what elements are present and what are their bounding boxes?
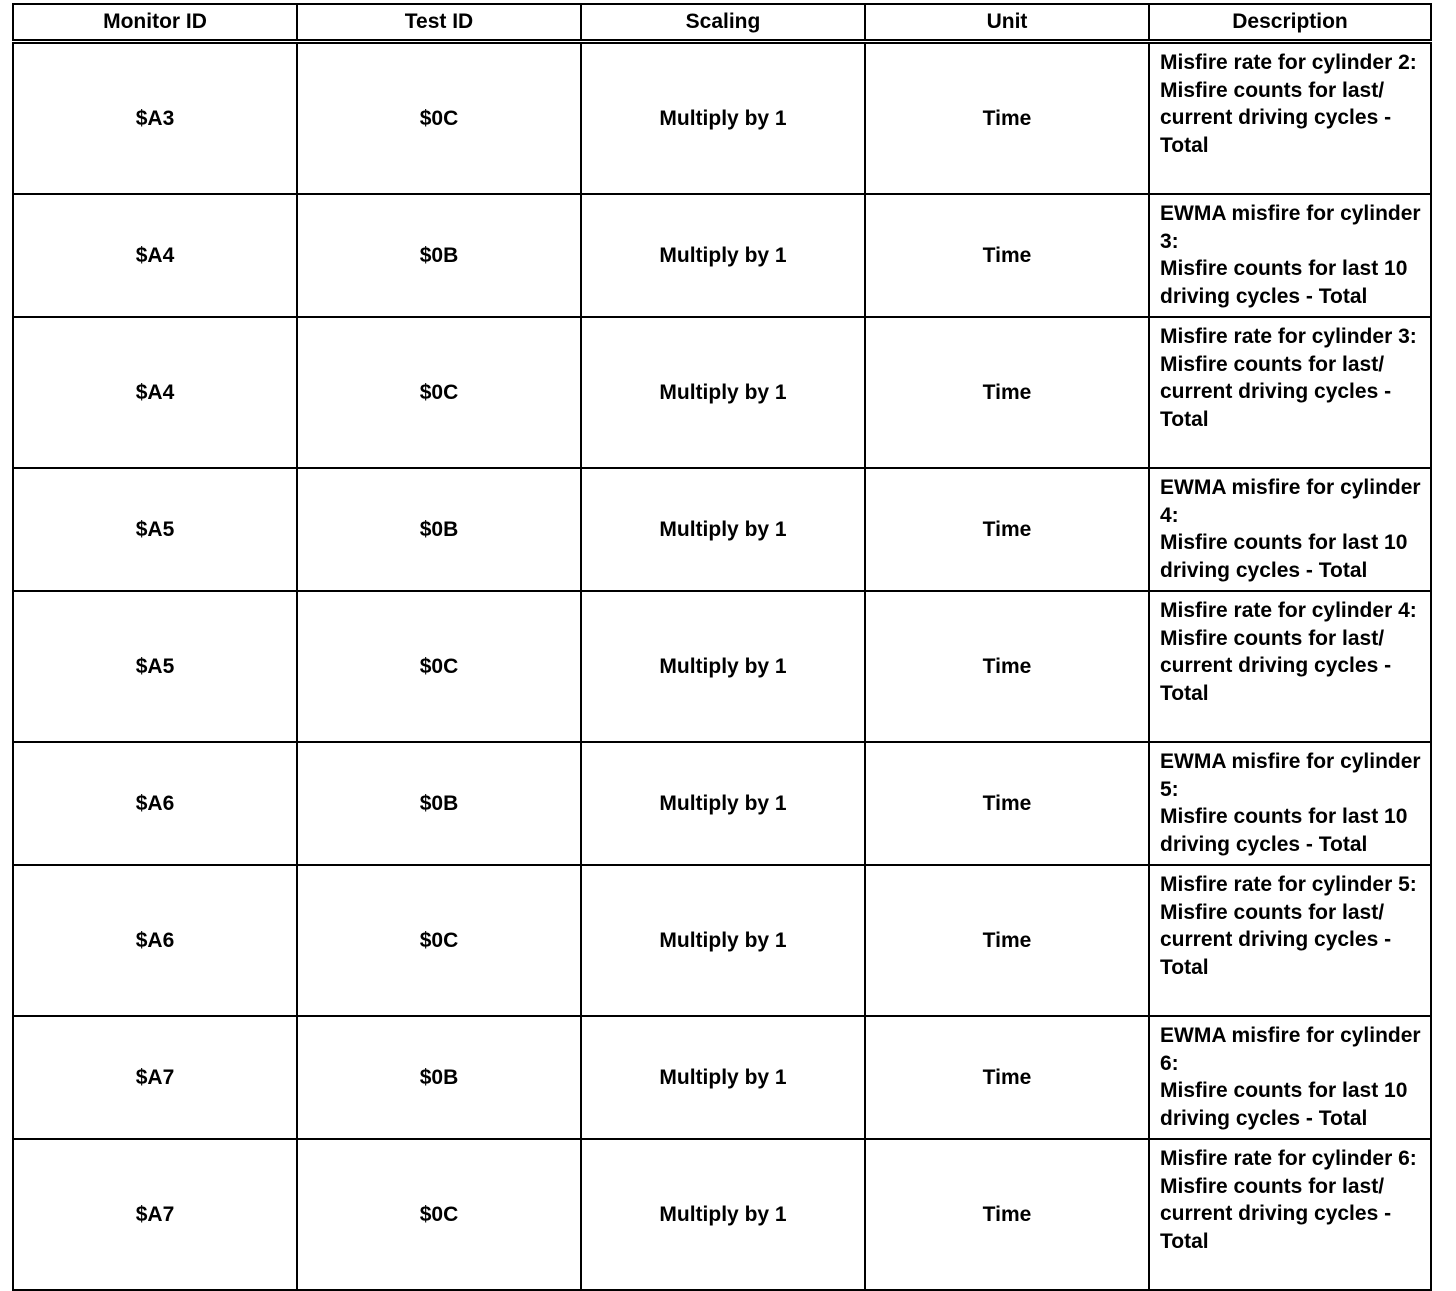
table-row — [13, 591, 1431, 742]
description-title: Misfire rate for cylinder 2: — [1160, 51, 1417, 74]
table-row — [13, 1139, 1431, 1290]
monitor-id-cell: $A5 — [13, 468, 297, 591]
description-detail: Misfire counts for last 10 driving cycles - Total — [1160, 257, 1408, 308]
description-cell — [1149, 591, 1431, 742]
description-title: Misfire rate for cylinder 5: — [1160, 873, 1417, 896]
scaling-cell: Multiply by 1 — [581, 1139, 865, 1290]
description-detail: Misfire counts for last 10 driving cycles - Total — [1160, 531, 1408, 582]
unit-cell: Time — [865, 591, 1149, 742]
test-id-cell: $0C — [297, 865, 581, 1016]
description-detail: Misfire counts for last 10 driving cycles - Total — [1160, 1079, 1408, 1130]
description-title: Misfire rate for cylinder 4: — [1160, 599, 1417, 622]
scaling-cell: Multiply by 1 — [581, 591, 865, 742]
description-detail: Misfire counts for last/ current driving cycles - Total — [1160, 352, 1392, 431]
table-row — [13, 468, 1431, 591]
unit-cell: Time — [865, 865, 1149, 1016]
description-detail: Misfire counts for last/ current driving cycles - Total — [1160, 626, 1392, 705]
header-scaling: Scaling — [581, 4, 865, 42]
unit-cell: Time — [865, 1139, 1149, 1290]
unit-cell: Time — [865, 194, 1149, 317]
description-title: Misfire rate for cylinder 6: — [1160, 1147, 1417, 1170]
description-title: Misfire rate for cylinder 3: — [1160, 325, 1417, 348]
table-row — [13, 1016, 1431, 1139]
monitor-id-cell: $A7 — [13, 1139, 297, 1290]
table-row — [13, 317, 1431, 468]
description-cell — [1149, 317, 1431, 468]
unit-cell: Time — [865, 742, 1149, 865]
table-row — [13, 194, 1431, 317]
scaling-cell: Multiply by 1 — [581, 468, 865, 591]
description-title: EWMA misfire for cylinder 3: — [1160, 202, 1421, 253]
monitor-id-cell: $A4 — [13, 317, 297, 468]
scaling-cell: Multiply by 1 — [581, 317, 865, 468]
test-id-cell: $0C — [297, 591, 581, 742]
table-row — [13, 742, 1431, 865]
description-title: EWMA misfire for cylinder 5: — [1160, 750, 1421, 801]
monitor-id-cell: $A6 — [13, 742, 297, 865]
scaling-cell: Multiply by 1 — [581, 194, 865, 317]
test-id-cell: $0B — [297, 194, 581, 317]
unit-cell: Time — [865, 42, 1149, 195]
description-detail: Misfire counts for last 10 driving cycles - Total — [1160, 805, 1408, 856]
monitor-id-cell: $A4 — [13, 194, 297, 317]
monitor-id-cell: $A3 — [13, 42, 297, 195]
table-row — [13, 42, 1431, 195]
header-unit: Unit — [865, 4, 1149, 42]
obd-monitor-table — [12, 3, 1432, 1291]
description-cell — [1149, 468, 1431, 591]
table-body — [13, 42, 1431, 1291]
description-cell — [1149, 42, 1431, 195]
test-id-cell: $0B — [297, 1016, 581, 1139]
description-cell — [1149, 742, 1431, 865]
test-id-cell: $0B — [297, 468, 581, 591]
scaling-cell: Multiply by 1 — [581, 42, 865, 195]
description-title: EWMA misfire for cylinder 4: — [1160, 476, 1421, 527]
test-id-cell: $0B — [297, 742, 581, 865]
unit-cell: Time — [865, 317, 1149, 468]
description-cell — [1149, 1016, 1431, 1139]
monitor-id-cell: $A6 — [13, 865, 297, 1016]
description-title: EWMA misfire for cylinder 6: — [1160, 1024, 1421, 1075]
table-row — [13, 865, 1431, 1016]
table-header — [13, 4, 1431, 42]
test-id-cell: $0C — [297, 42, 581, 195]
scaling-cell: Multiply by 1 — [581, 1016, 865, 1139]
monitor-id-cell: $A7 — [13, 1016, 297, 1139]
unit-cell: Time — [865, 1016, 1149, 1139]
description-detail: Misfire counts for last/ current driving cycles - Total — [1160, 78, 1392, 157]
monitor-id-cell: $A5 — [13, 591, 297, 742]
header-description: Description — [1149, 4, 1431, 42]
description-cell — [1149, 865, 1431, 1016]
description-cell — [1149, 194, 1431, 317]
test-id-cell: $0C — [297, 317, 581, 468]
description-detail: Misfire counts for last/ current driving cycles - Total — [1160, 1174, 1392, 1253]
header-test-id: Test ID — [297, 4, 581, 42]
obd-monitor-table-container — [12, 3, 1430, 1291]
scaling-cell: Multiply by 1 — [581, 742, 865, 865]
unit-cell: Time — [865, 468, 1149, 591]
description-cell — [1149, 1139, 1431, 1290]
header-row — [13, 4, 1431, 42]
scaling-cell: Multiply by 1 — [581, 865, 865, 1016]
description-detail: Misfire counts for last/ current driving cycles - Total — [1160, 900, 1392, 979]
test-id-cell: $0C — [297, 1139, 581, 1290]
header-monitor-id: Monitor ID — [13, 4, 297, 42]
